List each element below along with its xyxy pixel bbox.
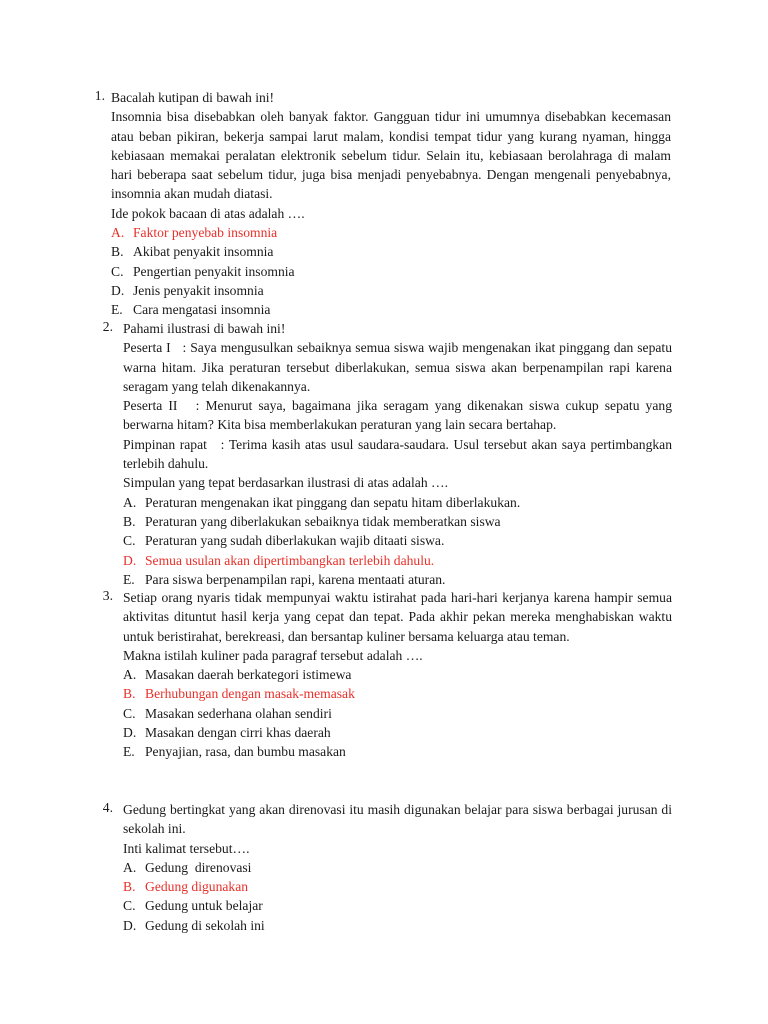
question-number: 1. bbox=[94, 88, 105, 103]
option-b[interactable]: B. Akibat penyakit insomnia bbox=[111, 244, 274, 260]
question-text: Simpulan yang tepat berdasarkan ilustrasi di atas adalah …. bbox=[123, 475, 449, 491]
option-e[interactable]: E. Penyajian, rasa, dan bumbu masakan bbox=[123, 744, 346, 760]
speaker-label: Pimpinan rapat bbox=[123, 436, 207, 452]
dialogue-line-1: Peserta I : Saya mengusulkan sebaiknya semua siswa wajib mengenakan ikat pinggang dan sepatu warna hitam. Jika peraturan tersebut diberlakukan, semua siswa akan berpenampilan rapi karena seragam yang telah dikenakannya. bbox=[123, 340, 672, 394]
question-prompt: Pahami ilustrasi di bawah ini! bbox=[123, 321, 286, 336]
option-a[interactable]: A. Masakan daerah berkategori istimewa bbox=[123, 667, 352, 683]
option-list bbox=[123, 493, 672, 589]
dialogue-line-2: Peserta II : Menurut saya, bagaimana jika seragam yang dikenakan siswa cukup sepatu yang berwarna hitam? Kita bisa memberlakukan peraturan yang lain secara bertahap. bbox=[123, 398, 672, 433]
dialogue-line-3: Pimpinan rapat : Terima kasih atas usul saudara-saudara. Usul tersebut akan saya pertimbangkan terlebih dahulu. bbox=[123, 436, 673, 472]
option-list bbox=[123, 665, 672, 761]
option-d[interactable]: D. Semua usulan akan dipertimbangkan terlebih dahulu. bbox=[123, 552, 435, 568]
option-b[interactable]: B. Berhubungan dengan masak-memasak bbox=[123, 686, 355, 702]
question-prompt: Bacalah kutipan di bawah ini! bbox=[111, 90, 275, 105]
question-text: Inti kalimat tersebut…. bbox=[123, 840, 250, 856]
option-a[interactable]: A. Gedung direnovasi bbox=[123, 859, 252, 875]
question-passage: Setiap orang nyaris tidak mempunyai waktu istirahat pada hari-hari kerjanya karena hampir semua aktivitas dituntut hasil kerja yang cepat dan tepat. Pada akhir pekan mereka menghabiskan waktu untuk beristirahat, berekreasi, dan bersantap kuliner bersama keluarga atau teman. bbox=[123, 590, 672, 644]
option-list bbox=[123, 858, 672, 935]
option-c[interactable]: C. Masakan sederhana olahan sendiri bbox=[123, 705, 332, 721]
option-c[interactable]: C. Pengertian penyakit insomnia bbox=[111, 263, 295, 279]
option-d[interactable]: D. Jenis penyakit insomnia bbox=[111, 282, 264, 298]
question-passage: Insomnia bisa disebabkan oleh banyak faktor. Gangguan tidur ini umumnya disebabkan kecemasan atau beban pikiran, bekerja sampai larut malam, kondisi tempat tidur yang kurang nyaman, hingga kebiasaan memakai peralatan elektronik sebelum tidur. Selain itu, kebiasaan berolahraga di malam hari beberapa saat sebelum tidur, juga bisa menjadi penyebabnya. Dengan mengenali penyebabnya, insomnia akan mudah diatasi. bbox=[111, 109, 671, 202]
question-body bbox=[123, 588, 672, 762]
option-e[interactable]: E. Cara mengatasi insomnia bbox=[111, 302, 271, 318]
option-b[interactable]: B. Peraturan yang diberlakukan sebaiknya tidak memberatkan siswa bbox=[123, 513, 501, 529]
option-a[interactable]: A. Faktor penyebab insomnia bbox=[111, 225, 278, 241]
option-list bbox=[111, 223, 671, 319]
question-passage: Gedung bertingkat yang akan direnovasi itu masih digunakan belajar para siswa berbagai jurusan di sekolah ini. bbox=[123, 802, 672, 837]
speaker-text: Menurut saya, bagaimana jika seragam yang dikenakan siswa cukup sepatu yang berwarna hitam? Kita bisa memberlakukan peraturan yang lain secara bertahap. bbox=[123, 398, 672, 433]
speaker-label: Peserta I bbox=[123, 340, 171, 356]
question-number: 3. bbox=[102, 588, 113, 603]
option-a[interactable]: A. Peraturan mengenakan ikat pinggang dan sepatu hitam diberlakukan. bbox=[123, 494, 521, 510]
question-body bbox=[111, 88, 671, 320]
option-c[interactable]: C. Peraturan yang sudah diberlakukan wajib ditaati siswa. bbox=[123, 533, 445, 549]
option-d[interactable]: D. Masakan dengan cirri khas daerah bbox=[123, 725, 331, 741]
question-text: Ide pokok bacaan di atas adalah …. bbox=[111, 205, 305, 221]
speaker-text: Saya mengusulkan sebaiknya semua siswa wajib mengenakan ikat pinggang dan sepatu warna hitam. Jika peraturan tersebut diberlakukan, semua siswa akan berpenampilan rapi karena seragam yang telah dikenakannya. bbox=[123, 340, 672, 394]
speaker-label: Peserta II bbox=[123, 398, 178, 414]
option-e[interactable]: E. Para siswa berpenampilan rapi, karena mentaati aturan. bbox=[123, 571, 446, 587]
question-text: Makna istilah kuliner pada paragraf tersebut adalah …. bbox=[123, 647, 423, 663]
question-number: 4. bbox=[102, 800, 113, 815]
option-b[interactable]: B. Gedung digunakan bbox=[123, 879, 249, 895]
question-body bbox=[123, 800, 672, 935]
option-c[interactable]: C. Gedung untuk belajar bbox=[123, 898, 263, 914]
option-d[interactable]: D. Gedung di sekolah ini bbox=[123, 917, 265, 933]
question-number: 2. bbox=[102, 319, 113, 334]
speaker-text: Terima kasih atas usul saudara-saudara. Usul tersebut akan saya pertimbangkan terlebih dahulu. bbox=[123, 436, 673, 472]
question-body bbox=[123, 319, 672, 589]
